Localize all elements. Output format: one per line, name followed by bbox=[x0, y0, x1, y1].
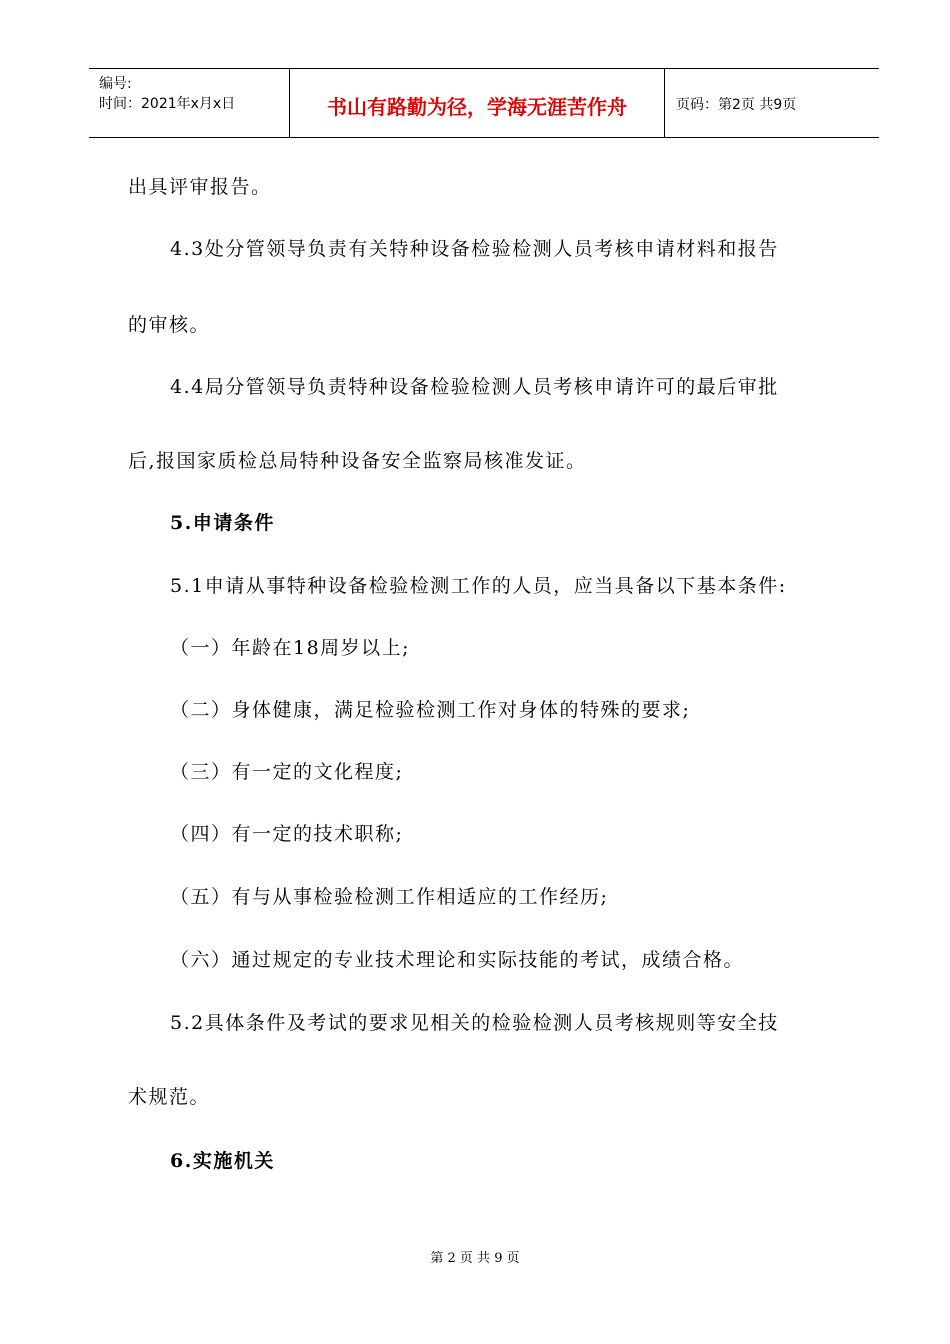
list-item: （四）有一定的技术职称; bbox=[170, 823, 404, 845]
body-line: 4.4局分管领导负责特种设备检验检测人员考核申请许可的最后审批 bbox=[170, 376, 779, 398]
list-item: （六）通过规定的专业技术理论和实际技能的考试，成绩合格。 bbox=[170, 949, 745, 971]
list-item: （五）有与从事检验检测工作相适应的工作经历; bbox=[170, 886, 609, 908]
header-page-info: 页码：第2页 共9页 bbox=[676, 97, 797, 113]
list-item: （三）有一定的文化程度; bbox=[170, 761, 404, 783]
list-item: （二）身体健康，满足检验检测工作对身体的特殊的要求; bbox=[170, 699, 691, 721]
header-meta-cell bbox=[89, 69, 289, 137]
page-header bbox=[89, 68, 879, 138]
body-line: 的审核。 bbox=[128, 314, 211, 336]
section-heading: 6.实施机关 bbox=[170, 1150, 275, 1172]
header-page-cell bbox=[664, 69, 879, 137]
body-line: 出具评审报告。 bbox=[128, 176, 272, 198]
list-item: （一）年龄在18周岁以上; bbox=[170, 637, 411, 659]
doc-time-label: 时间：2021年x月x日 bbox=[99, 96, 236, 112]
header-slogan-cell bbox=[289, 69, 665, 137]
body-line: 后,报国家质检总局特种设备安全监察局核准发证。 bbox=[128, 450, 587, 472]
header-slogan: 书山有路勤为径，学海无涯苦作舟 bbox=[327, 95, 627, 119]
section-heading: 5.申请条件 bbox=[170, 512, 275, 534]
body-line: 5.1申请从事特种设备检验检测工作的人员，应当具备以下基本条件: bbox=[170, 575, 787, 597]
doc-number-label: 编号: bbox=[99, 76, 132, 92]
body-line: 4.3处分管领导负责有关特种设备检验检测人员考核申请材料和报告 bbox=[170, 238, 779, 260]
body-line: 术规范。 bbox=[128, 1086, 211, 1108]
body-line: 5.2具体条件及考试的要求见相关的检验检测人员考核规则等安全技 bbox=[170, 1012, 779, 1034]
page-footer: 第 2 页 共 9 页 bbox=[430, 1251, 520, 1266]
